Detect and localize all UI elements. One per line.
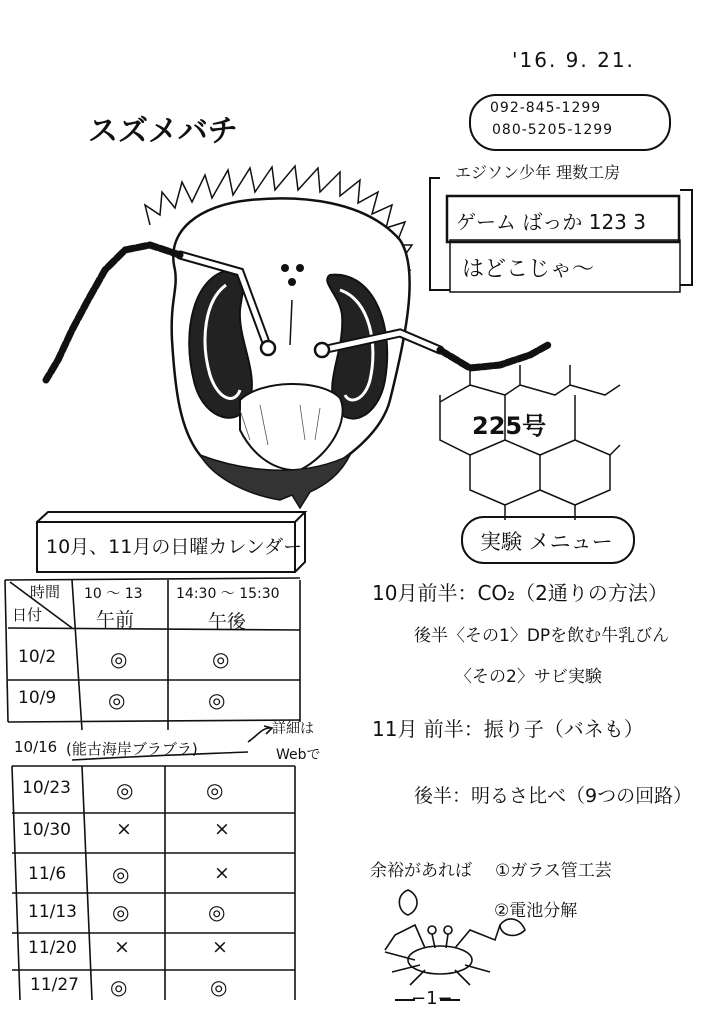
- slogan-line-1: ゲーム ばっか 123 3: [456, 210, 646, 234]
- pm-label: 午後: [208, 611, 247, 633]
- row-pm-mark: ×: [214, 862, 230, 884]
- honeycomb-drawing: [440, 365, 620, 520]
- am-time-range: 10 〜 13: [84, 586, 143, 602]
- pm-time-range: 14:30 〜 15:30: [176, 586, 280, 602]
- row-date: 10/23: [22, 778, 71, 798]
- row-pm-mark: ◎: [208, 688, 226, 712]
- row-date: 10/30: [22, 820, 71, 840]
- am-label: 午前: [96, 609, 135, 631]
- page-number: −1−: [411, 988, 453, 1009]
- menu-nov-second-half: 後半：明るさ比べ（9つの回路）: [414, 785, 693, 807]
- row-date: 10/16: [14, 738, 58, 756]
- row-date: 11/13: [28, 902, 77, 922]
- page-title: スズメバチ: [88, 114, 238, 149]
- date: '16. 9. 21.: [512, 48, 635, 72]
- calendar-title: 10月、11月の日曜カレンダー: [46, 536, 303, 558]
- row-pm-mark: ×: [212, 936, 228, 958]
- side-note-line-2: Webで: [276, 747, 321, 763]
- row-am-mark: ◎: [116, 778, 134, 802]
- row-date: 10/2: [18, 647, 57, 667]
- phone-1: 092-845-1299: [490, 100, 602, 116]
- row-pm-mark: ◎: [212, 647, 230, 671]
- slogan-line-2: はどこじゃ〜: [462, 257, 595, 282]
- row-am-mark: ◎: [108, 688, 126, 712]
- row-date: 10/9: [18, 688, 57, 708]
- row-am-mark: ◎: [110, 975, 128, 999]
- row-am-mark: ◎: [112, 862, 130, 886]
- row-pm-mark: ×: [214, 818, 230, 840]
- row-pm-mark: ◎: [208, 900, 226, 924]
- menu-title: 実験 メニュー: [480, 530, 613, 554]
- phone-2: 080-5205-1299: [492, 122, 614, 138]
- row-date: 11/27: [30, 975, 79, 995]
- calendar-corner-time: 時間: [30, 583, 61, 601]
- calendar-corner-date: 日付: [12, 606, 43, 624]
- menu-extra-label: 余裕があれば: [370, 861, 472, 881]
- menu-nov-first-half: 11月 前半：振り子（バネも）: [372, 717, 644, 741]
- row-pm-mark: ◎: [206, 778, 224, 802]
- row-am-mark: ×: [114, 936, 130, 958]
- row-pm-mark: ◎: [210, 975, 228, 999]
- row-date: 11/6: [28, 864, 67, 884]
- issue-number: 225号: [472, 412, 547, 440]
- row-note: (能古海岸ブラブラ): [66, 740, 198, 758]
- row-am-mark: ◎: [112, 900, 130, 924]
- row-am-mark: ◎: [110, 647, 128, 671]
- row-date: 11/20: [28, 938, 77, 958]
- side-note-line-1: 詳細は: [272, 721, 314, 737]
- menu-oct-second-half-b: 〈その2〉サビ実験: [455, 667, 602, 687]
- menu-oct-second-half-a: 後半〈その1〉DPを飲む牛乳びん: [414, 626, 670, 646]
- row-am-mark: ×: [116, 818, 132, 840]
- menu-extra-1: ①ガラス管工芸: [495, 861, 612, 881]
- menu-oct-first-half: 10月前半：CO₂（2通りの方法）: [372, 581, 668, 605]
- org-name: エジソン少年 理数工房: [455, 163, 621, 182]
- menu-extra-2: ②電池分解: [494, 901, 578, 921]
